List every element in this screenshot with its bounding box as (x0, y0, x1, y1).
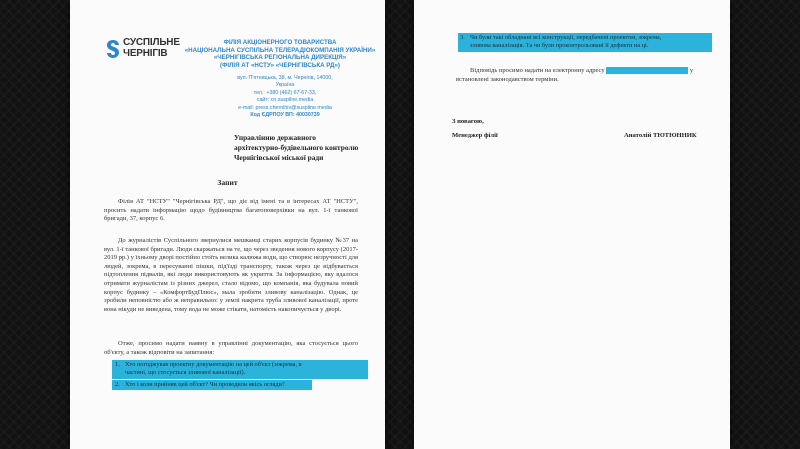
recipient-line-1: Управлінню державного (234, 133, 316, 142)
contact-block (230, 75, 340, 119)
org-line-3: «ЧЕРНІГІВСЬКА РЕГІОНАЛЬНА ДИРЕКЦІЯ» (213, 54, 347, 62)
paragraph-3: Отже, просимо надати наявну в управлінні документацію, яка стосується цього об'єкту, а також відповіти на запитання: (104, 340, 358, 356)
organization-header (182, 39, 378, 69)
org-line-1: ФІЛІЯ АКЦІОНЕРНОГО ТОВАРИСТВА (223, 39, 337, 46)
question-3-line-2: зливова каналізація. Та чи були проконтрольовані її дефекти на ці. (470, 42, 649, 50)
question-3-line-1: Чи були такі обладнані всі конструкції, передбачені проектом, зокрема, (470, 34, 662, 41)
signatory-name: Анатолій ТЮТЮННИК (624, 132, 697, 139)
reply-line-2: встановлені законодавством терміни. (456, 76, 559, 83)
question-1-line-2: частині, що стосується зливової каналізації). (125, 369, 246, 377)
question-2-number: 2. (115, 381, 120, 388)
recipient-block (234, 133, 384, 163)
paragraph-1: Філія АТ "НСТУ" "Чернігівська РД", що діє від імені та в інтересах АТ "НСТУ", просить надати інформацію щодо будівництва багатоповерхівки на вул. 1-ї танкової бригади, 37, корпус 6. (104, 198, 358, 223)
logo-text-line2: ЧЕРНІГІВ (123, 48, 168, 59)
recipient-line-2: архітектурно-будівельного контролю (234, 143, 359, 152)
document-title: Запит (217, 178, 238, 187)
question-3-number: 3. (460, 34, 465, 41)
contact-address: вул. П'ятницька, 38, м. Чернігів, 14000, Україна (237, 75, 333, 89)
signatory-position: Менеджер філії (452, 132, 498, 139)
contact-edrpou: Код ЄДРПОУ ВП: 40030739 (250, 112, 320, 119)
reply-text-end: у (689, 67, 694, 74)
org-line-2: «НАЦІОНАЛЬНА СУСПІЛЬНА ТЕЛЕРАДІОКОМПАНІЯ УКРАЇНИ» (184, 46, 376, 54)
recipient-line-3: Чернігівської міської ради (234, 153, 324, 162)
question-1-line-1: Хто погоджував проектну документацію на цей об'єкт (зокрема, в (125, 361, 302, 368)
question-1 (115, 361, 367, 378)
question-3 (460, 34, 712, 51)
reply-text-start: Відповідь просимо надати на електронну адресу (470, 67, 605, 74)
question-1-number: 1. (115, 361, 120, 368)
reply-line-1 (456, 67, 716, 76)
redacted-email (606, 67, 688, 74)
contact-phone: тел.: +380 (462) 67-67-33, (253, 89, 317, 96)
contact-site: сайт: cn.suspilne.media (256, 97, 314, 104)
document-page-2 (414, 0, 730, 449)
suspilne-logo-icon (105, 39, 121, 59)
contact-email: e-mail: press.chernihiv@suspline.media (238, 104, 332, 111)
org-line-4: (ФІЛІЯ АТ «НСТУ» «ЧЕРНІГІВСЬКА РД») (220, 61, 340, 69)
question-2-text: Хто і коли прийняв цей об'єкт? Чи проводили якісь огляди? (125, 381, 285, 388)
paragraph-2: До журналістів Суспільного звернулися мешканці старих корпусів будинку №37 на вул. 1-ї танкової бригади. Люди скаржаться на те, що через зведення нового корпусу (2017-2019 рр.) у їхньому дворі постійно стоїть велика калюжа води, що створює незручності для людей, зокрема, в пересуванні пішки, під'їзді транспорту, також через це відбувається підтоплення підвалів, які люди використовують як укриття. За інформацією, яку вдалося отримати журналістам із різних джерел, стало відомо, що компанія, яка будувала новий корпус будинку – «КомфортБудПлюс», мала зробити зливову каналізацію. Однак, це зробили неповністю або ж неправильно: у землі накрита труба зливової каналізації, проте вона нікуди не виведена, тому вода не може стікати, натомість накопичується у дворі. (104, 237, 358, 313)
document-page-1 (70, 0, 385, 449)
logo-text-line1: СУСПІЛЬНЕ (123, 37, 180, 48)
question-2 (115, 381, 367, 389)
closing-regards: З повагою, (452, 118, 484, 125)
